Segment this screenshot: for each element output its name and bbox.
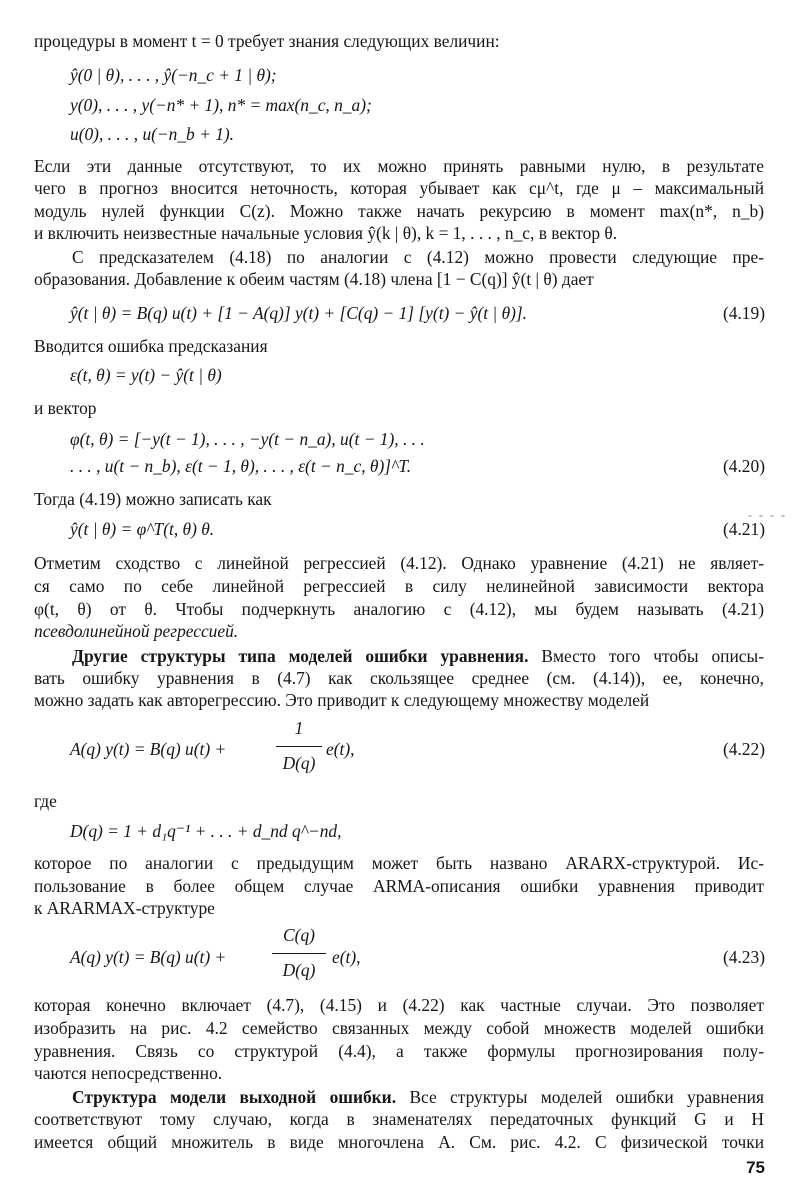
para4-line-1 <box>72 645 764 667</box>
pred-error-intro: Вводится ошибка предсказания <box>34 336 268 356</box>
margin-mark: - - - - <box>748 508 787 522</box>
para6-line-4: чаются непосредственно. <box>34 1063 223 1083</box>
vector-intro: и вектор <box>34 398 97 418</box>
para7-line-3: имеется общий множитель в виде многочлена A. См. рис. 4.2. С физической точки <box>34 1132 764 1152</box>
equation-4-21: ŷ(t | θ) = φ^T(t, θ) θ. <box>70 519 215 539</box>
equation-number-4-19: (4.19) <box>722 303 765 323</box>
para3-line-3: φ(t, θ) от θ. Чтобы подчеркнуть аналогию с (4.12), мы будем называть (4.21) <box>34 599 764 619</box>
para1-line-1: Если эти данные отсутствуют, то их можно принять равными нулю, в результате <box>34 156 764 176</box>
para2-line-1: С предсказателем (4.18) по аналогии с (4.12) можно провести следующие пре- <box>72 247 764 267</box>
page-number: 75 <box>746 1158 765 1177</box>
para7-line-1-rest: Все структуры моделей ошибки уравнения <box>409 1087 764 1107</box>
equation-4-19: ŷ(t | θ) = B(q) u(t) + [1 − A(q)] y(t) + [C(q) − 1] [y(t) − ŷ(t | θ)]. <box>70 303 528 323</box>
equation-4-22-denominator: D(q) <box>282 753 316 773</box>
para3-line-1: Отметим сходство с линейной регрессией (4.12). Однако уравнение (4.21) не являет- <box>34 553 764 573</box>
where-line: где <box>34 791 57 811</box>
equation-number-4-21: (4.21) <box>722 519 765 539</box>
equation-4-22-lhs: A(q) y(t) = B(q) u(t) + <box>70 739 227 759</box>
para6-line-2: изобразить на рис. 4.2 семейство связанных между собой множеств моделей ошибки <box>34 1018 764 1038</box>
fraction-bar <box>276 746 322 747</box>
equation-4-23-lhs: A(q) y(t) = B(q) u(t) + <box>70 947 227 967</box>
para6-line-3: уравнения. Связь со структурой (4.4), а также формулы прогнозирования полу- <box>34 1041 764 1061</box>
para7-line-1 <box>72 1086 764 1108</box>
equation-4-20-line-1: φ(t, θ) = [−y(t − 1), . . . , −y(t − n_a), u(t − 1), . . . <box>70 429 425 449</box>
para4-heading: Другие структуры типа моделей ошибки уравнения. <box>72 646 529 666</box>
fraction-bar <box>272 953 326 954</box>
para1-line-3: модуль нулей функции C(z). Можно также начать рекурсию в момент max(n*, n_b) <box>34 201 764 221</box>
para7-heading: Структура модели выходной ошибки. <box>72 1087 397 1107</box>
para7-line-2: соответствуют тому случаю, когда в знаменателях передаточных функций G и H <box>34 1109 764 1129</box>
equation-4-20-line-2: . . . , u(t − n_b), ε(t − 1, θ), . . . , ε(t − n_c, θ)]^T. <box>70 456 412 476</box>
para6-line-1: которая конечно включает (4.7), (4.15) и (4.22) как частные случаи. Это позволяет <box>34 995 764 1015</box>
para2-line-2: образования. Добавление к обеим частям (4.18) члена [1 − C(q)] ŷ(t | θ) дает <box>34 269 594 289</box>
equation-4-23-rhs: e(t), <box>332 947 361 967</box>
equation-4-22-numerator: 1 <box>294 718 304 738</box>
then-line: Тогда (4.19) можно записать как <box>34 489 272 509</box>
equation-4-23-numerator: C(q) <box>283 925 315 945</box>
pred-error-equation: ε(t, θ) = y(t) − ŷ(t | θ) <box>70 365 222 385</box>
para1-line-4: и включить неизвестные начальные условия ŷ(k | θ), k = 1, . . . , n_c, в вектор θ. <box>34 223 618 243</box>
para5-line-1: которое по аналогии с предыдущим может быть названо ARARX-структурой. Ис- <box>34 853 764 873</box>
init-line-3: u(0), . . . , u(−n_b + 1). <box>70 124 235 144</box>
text-line: процедуры в момент t = 0 требует знания следующих величин: <box>34 31 500 51</box>
init-line-1: ŷ(0 | θ), . . . , ŷ(−n_c + 1 | θ); <box>70 65 277 85</box>
para1-line-2: чего в прогноз вносится неточность, которая убывает как cμ^t, где μ – максимальный <box>34 178 764 198</box>
init-line-2: y(0), . . . , y(−n* + 1), n* = max(n_c, n_a); <box>70 95 372 115</box>
para4-line-2: вать ошибку уравнения в (4.7) как скользящее среднее (см. (4.14)), ее, конечно, <box>34 668 764 688</box>
para3-line-4: псевдолинейной регрессией. <box>34 621 239 641</box>
d-definition: D(q) = 1 + d₁q⁻¹ + . . . + d_nd q^−nd, <box>70 821 342 841</box>
equation-4-22-rhs: e(t), <box>326 739 355 759</box>
para5-line-3: к ARARMAX-структуре <box>34 898 215 918</box>
para3-line-2: ся само по себе линейной регрессией в силу нелинейной зависимости вектора <box>34 576 764 596</box>
equation-number-4-22: (4.22) <box>722 739 765 759</box>
equation-4-23-denominator: D(q) <box>282 960 316 980</box>
para5-line-2: пользование в более общем случае ARMA-описания ошибки уравнения приводит <box>34 876 764 896</box>
para4-line-1-rest: Вместо того чтобы описы- <box>541 646 764 666</box>
equation-number-4-20: (4.20) <box>722 456 765 476</box>
para4-line-3: можно задать как авторегрессию. Это приводит к следующему множеству моделей <box>34 690 650 710</box>
equation-number-4-23: (4.23) <box>722 947 765 967</box>
